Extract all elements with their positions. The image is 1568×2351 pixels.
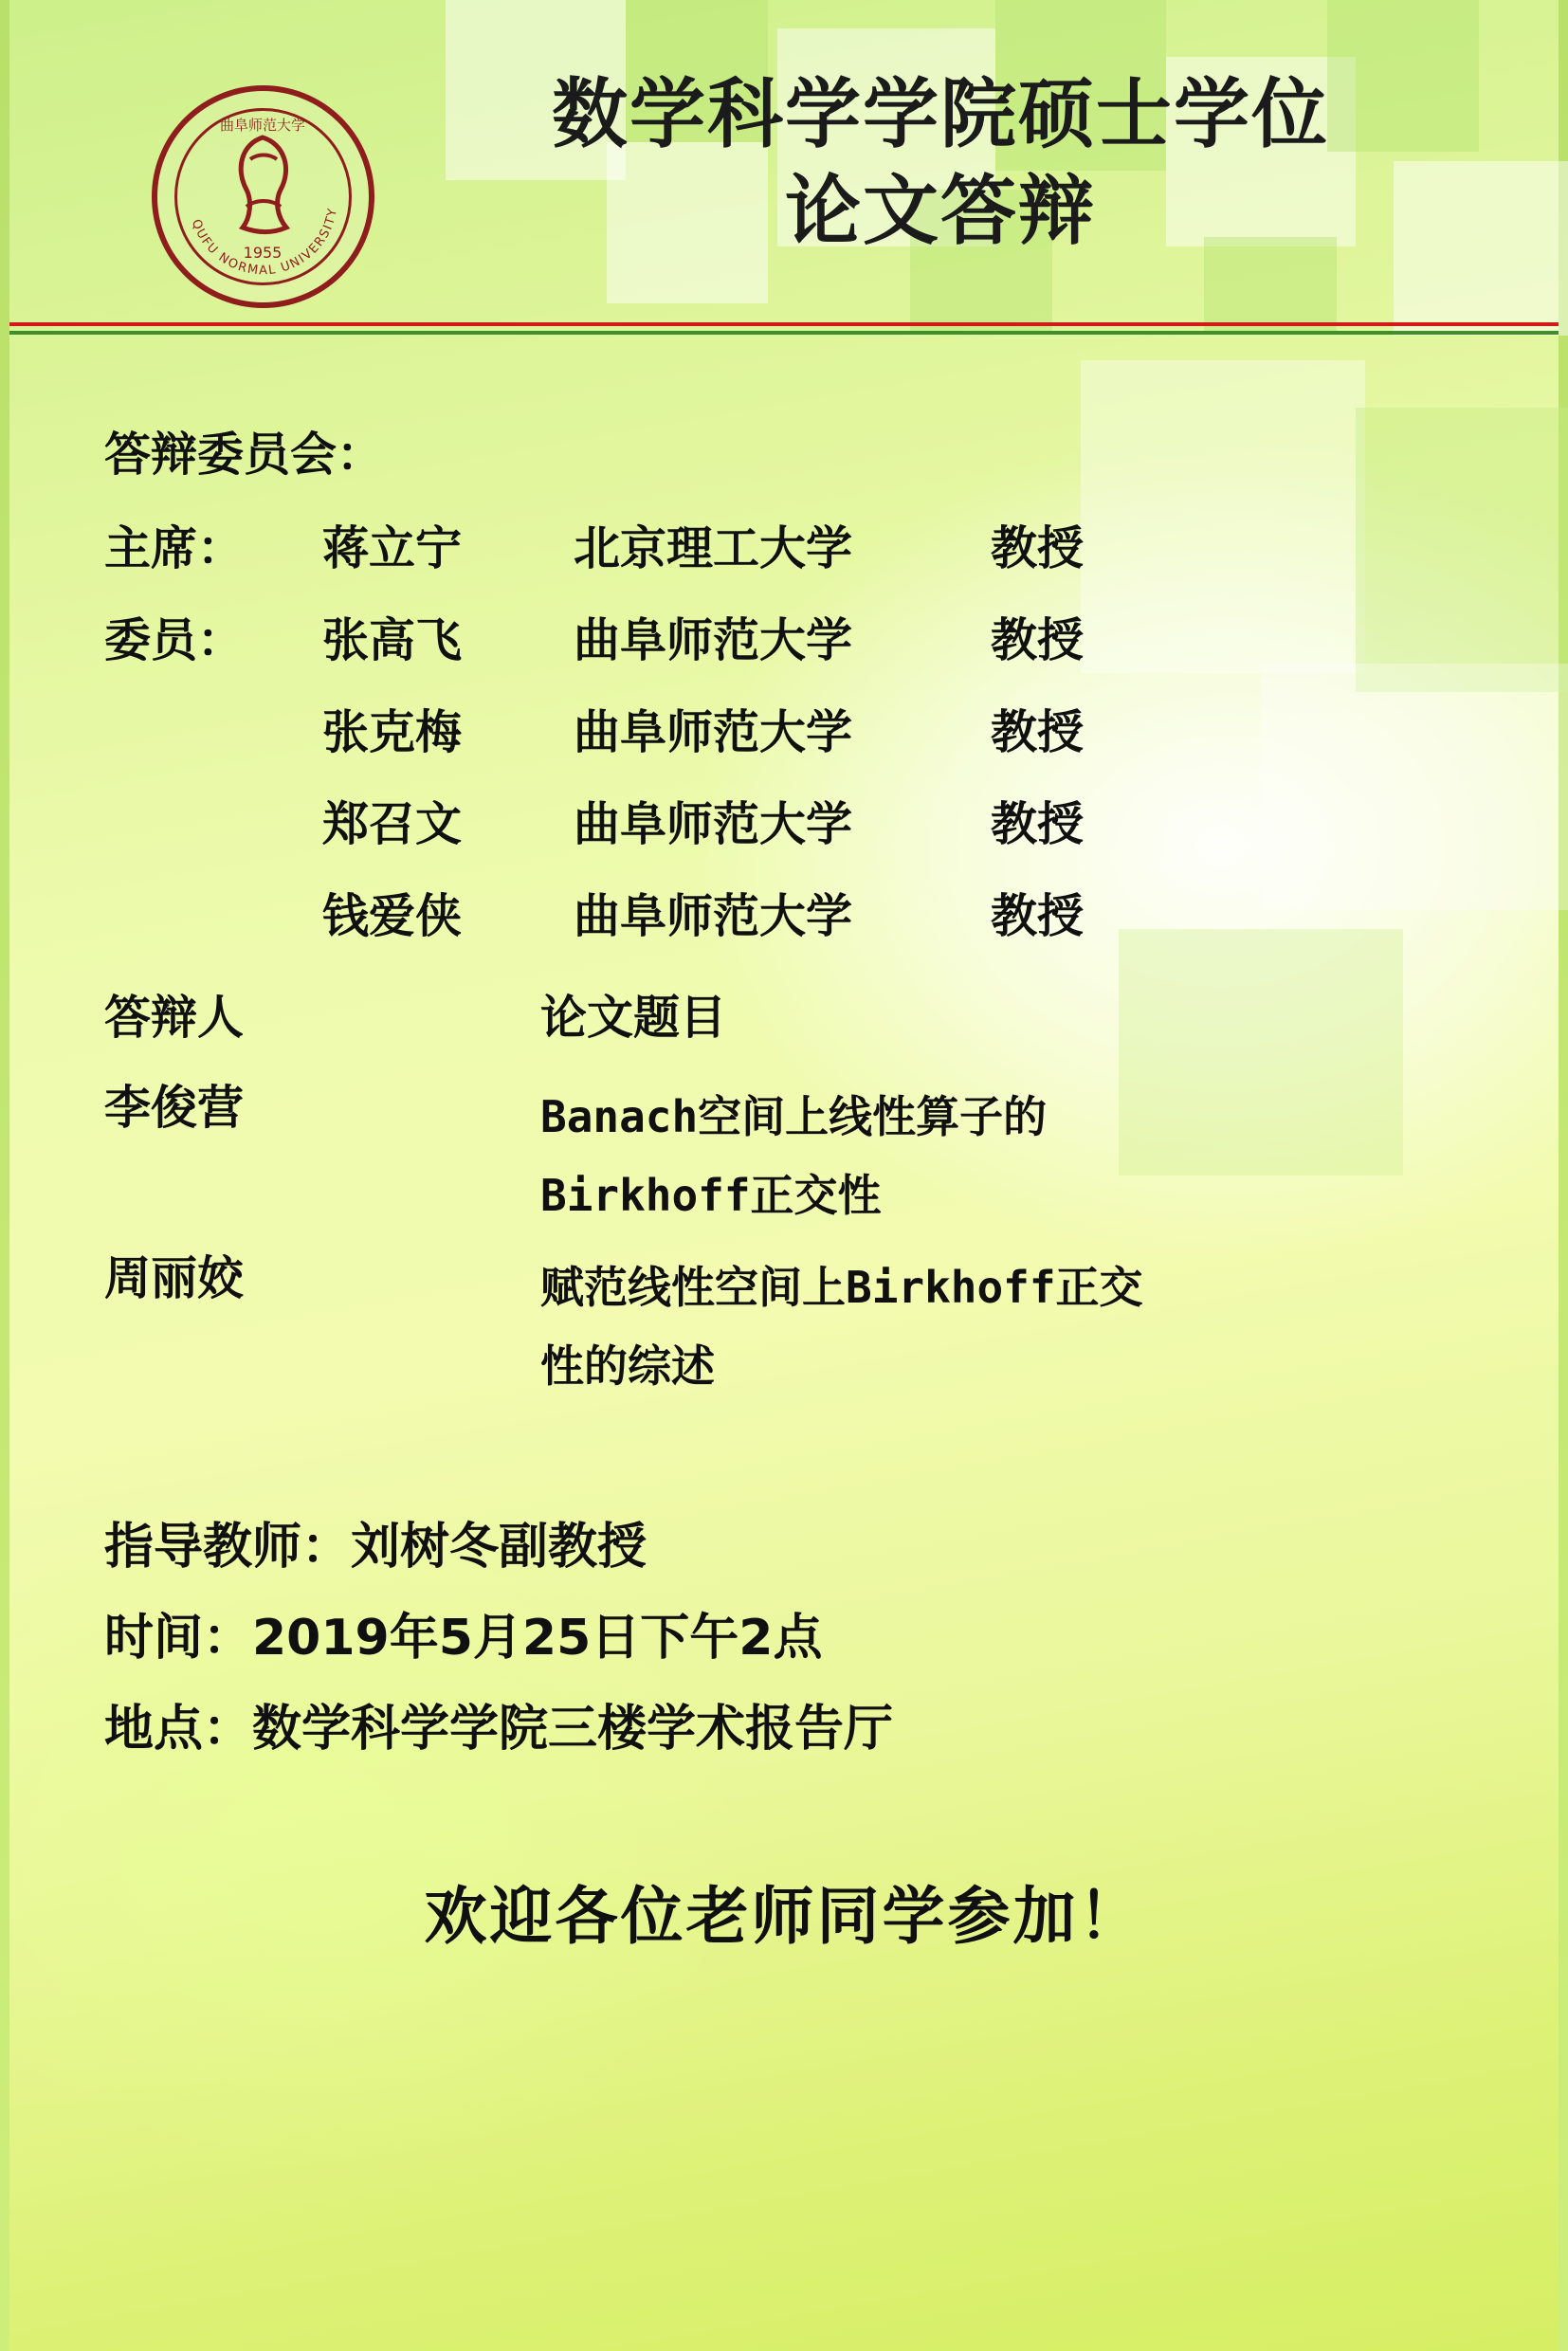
defense-thesis-header: 论文题目 (540, 991, 727, 1045)
committee-name: 蒋立宁 (322, 521, 463, 575)
committee-role (104, 801, 322, 847)
committee-title: 教授 (991, 613, 1085, 667)
defense-row (104, 1081, 1464, 1150)
committee-title: 教授 (991, 521, 1085, 575)
advisor-line: 指导教师：刘树冬副教授 (104, 1519, 647, 1576)
divider-red-line (9, 322, 1559, 326)
defense-row-continued (104, 1163, 1464, 1229)
svg-text:1955: 1955 (243, 244, 283, 262)
university-seal-icon (152, 85, 374, 308)
committee-role: 委员： (104, 613, 245, 667)
committee-row (104, 705, 1464, 759)
page-title (398, 66, 1483, 261)
committee-org: 曲阜师范大学 (574, 889, 853, 943)
header-divider (9, 322, 1559, 336)
defense-person-header: 答辩人 (104, 991, 245, 1045)
committee-org: 北京理工大学 (574, 521, 853, 575)
committee-title: 教授 (991, 797, 1085, 851)
place-line: 地点：数学科学学院三楼学术报告厅 (104, 1701, 894, 1758)
defense-row-continued (104, 1334, 1464, 1399)
defense-thesis-line: Banach空间上线性算子的 (540, 1091, 1048, 1142)
poster-body (0, 351, 1568, 2351)
committee-row (104, 521, 1464, 575)
defense-thesis-line: Birkhoff正交性 (540, 1170, 882, 1221)
welcome-message: 欢迎各位老师同学参加！ (424, 1880, 1144, 1953)
defense-table-header (104, 991, 1464, 1045)
committee-name: 钱爱侠 (322, 889, 463, 943)
defense-thesis-line: 性的综述 (540, 1340, 715, 1392)
committee-row (104, 613, 1464, 667)
committee-title: 教授 (991, 705, 1085, 759)
defense-thesis-line: 赋范线性空间上Birkhoff正交 (540, 1262, 1143, 1313)
committee-row (104, 889, 1464, 943)
defense-section (104, 991, 1464, 1399)
svg-text:曲阜师范大学: 曲阜师范大学 (219, 117, 306, 134)
committee-org: 曲阜师范大学 (574, 705, 853, 759)
defense-row (104, 1251, 1464, 1321)
poster-header (0, 0, 1568, 318)
title-line-1: 数学科学学院硕士学位 (552, 70, 1329, 158)
committee-heading: 答辩委员会： (104, 428, 384, 482)
committee-role: 主席： (104, 521, 245, 575)
event-info-section (104, 1519, 1464, 1758)
defense-person-name: 李俊营 (104, 1081, 245, 1135)
title-line-2: 论文答辩 (785, 167, 1096, 256)
time-line: 时间：2019年5月25日下午2点 (104, 1610, 823, 1667)
committee-org: 曲阜师范大学 (574, 613, 853, 667)
committee-name: 张高飞 (322, 613, 463, 667)
defense-person-spacer (104, 1163, 540, 1229)
divider-green-line (9, 331, 1559, 335)
committee-row (104, 797, 1464, 851)
committee-section (104, 428, 1464, 943)
committee-title: 教授 (991, 889, 1085, 943)
committee-role (104, 709, 322, 756)
defense-person-spacer (104, 1334, 540, 1399)
svg-text:QUFU NORMAL UNIVERSITY: QUFU NORMAL UNIVERSITY (188, 206, 341, 279)
committee-role (104, 893, 322, 939)
committee-name: 张克梅 (322, 705, 463, 759)
defense-person-name: 周丽姣 (104, 1251, 245, 1305)
committee-org: 曲阜师范大学 (574, 797, 853, 851)
committee-name: 郑召文 (322, 797, 463, 851)
